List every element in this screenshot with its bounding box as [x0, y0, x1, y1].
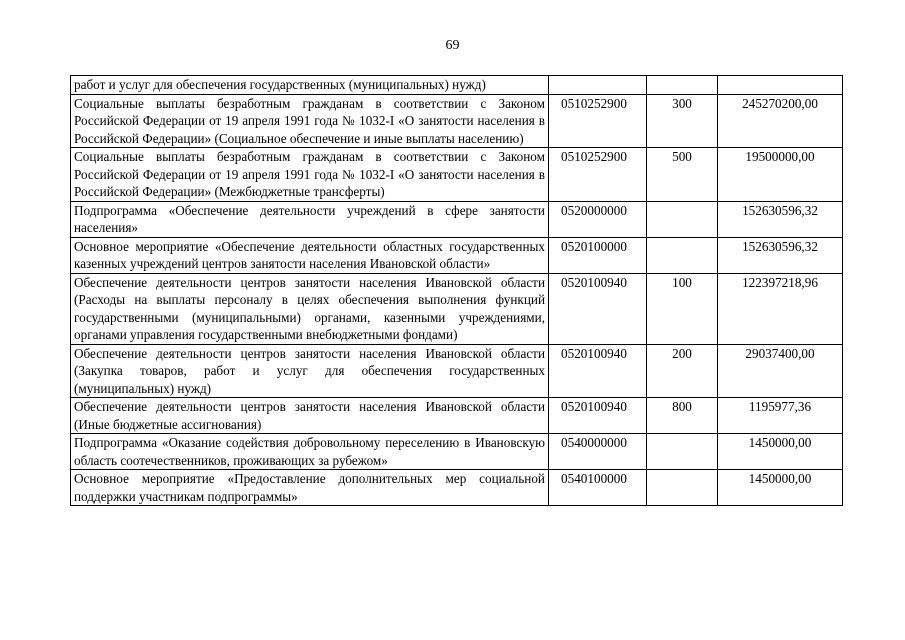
row-amount: 1450000,00 [718, 434, 843, 470]
row-target-code: 0520100000 [549, 237, 647, 273]
table-row [71, 148, 843, 202]
row-name: работ и услуг для обеспечения государственных (муниципальных) нужд) [71, 76, 549, 95]
row-amount: 19500000,00 [718, 148, 843, 202]
row-name: Основное мероприятие «Предоставление дополнительных мер социальной поддержки участникам подпрограммы» [71, 470, 549, 506]
row-amount: 152630596,32 [718, 237, 843, 273]
row-amount: 1450000,00 [718, 470, 843, 506]
table-row [71, 434, 843, 470]
table-row [71, 398, 843, 434]
row-name: Социальные выплаты безработным гражданам в соответствии с Законом Российской Федерации от 19 апреля 1991 года № 1032-I «О занятости населения в Российской Федерации» (Межбюджетные трансферты) [71, 148, 549, 202]
row-target-code: 0520100940 [549, 398, 647, 434]
table-row [71, 470, 843, 506]
row-name: Обеспечение деятельности центров занятости населения Ивановской области (Иные бюджетные ассигнования) [71, 398, 549, 434]
row-expense-type [647, 76, 718, 95]
row-name: Обеспечение деятельности центров занятости населения Ивановской области (Закупка товаров, работ и услуг для обеспечения государственных (муниципальных) нужд) [71, 344, 549, 398]
row-expense-type: 800 [647, 398, 718, 434]
row-expense-type [647, 434, 718, 470]
page-number: 69 [445, 38, 460, 53]
row-target-code: 0520100940 [549, 273, 647, 344]
table-row [71, 76, 843, 95]
table-row [71, 237, 843, 273]
row-target-code: 0510252900 [549, 148, 647, 202]
row-target-code: 0520100940 [549, 344, 647, 398]
row-name: Основное мероприятие «Обеспечение деятельности областных государственных казенных учреждений центров занятости населения Ивановской области» [71, 237, 549, 273]
row-target-code: 0540000000 [549, 434, 647, 470]
row-expense-type: 100 [647, 273, 718, 344]
row-expense-type [647, 237, 718, 273]
row-name: Социальные выплаты безработным гражданам в соответствии с Законом Российской Федерации от 19 апреля 1991 года № 1032-I «О занятости населения в Российской Федерации» (Социальное обеспечение и иные выплаты населению) [71, 94, 549, 148]
row-amount: 122397218,96 [718, 273, 843, 344]
row-expense-type [647, 201, 718, 237]
row-amount [718, 76, 843, 95]
row-target-code: 0510252900 [549, 94, 647, 148]
row-target-code [549, 76, 647, 95]
budget-table [70, 75, 843, 506]
row-amount: 245270200,00 [718, 94, 843, 148]
table-row [71, 273, 843, 344]
row-amount: 29037400,00 [718, 344, 843, 398]
row-target-code: 0520000000 [549, 201, 647, 237]
table-row [71, 94, 843, 148]
row-expense-type [647, 470, 718, 506]
row-name: Подпрограмма «Обеспечение деятельности учреждений в сфере занятости населения» [71, 201, 549, 237]
row-amount: 1195977,36 [718, 398, 843, 434]
row-expense-type: 200 [647, 344, 718, 398]
row-expense-type: 300 [647, 94, 718, 148]
table-row [71, 201, 843, 237]
row-name: Обеспечение деятельности центров занятости населения Ивановской области (Расходы на выплаты персоналу в целях обеспечения выполнения функций государственными (муниципальными) органами, казенными учреждениями, органами управления государственными внебюджетными фондами) [71, 273, 549, 344]
table-row [71, 344, 843, 398]
row-target-code: 0540100000 [549, 470, 647, 506]
row-expense-type: 500 [647, 148, 718, 202]
row-name: Подпрограмма «Оказание содействия добровольному переселению в Ивановскую область соотечественников, проживающих за рубежом» [71, 434, 549, 470]
row-amount: 152630596,32 [718, 201, 843, 237]
